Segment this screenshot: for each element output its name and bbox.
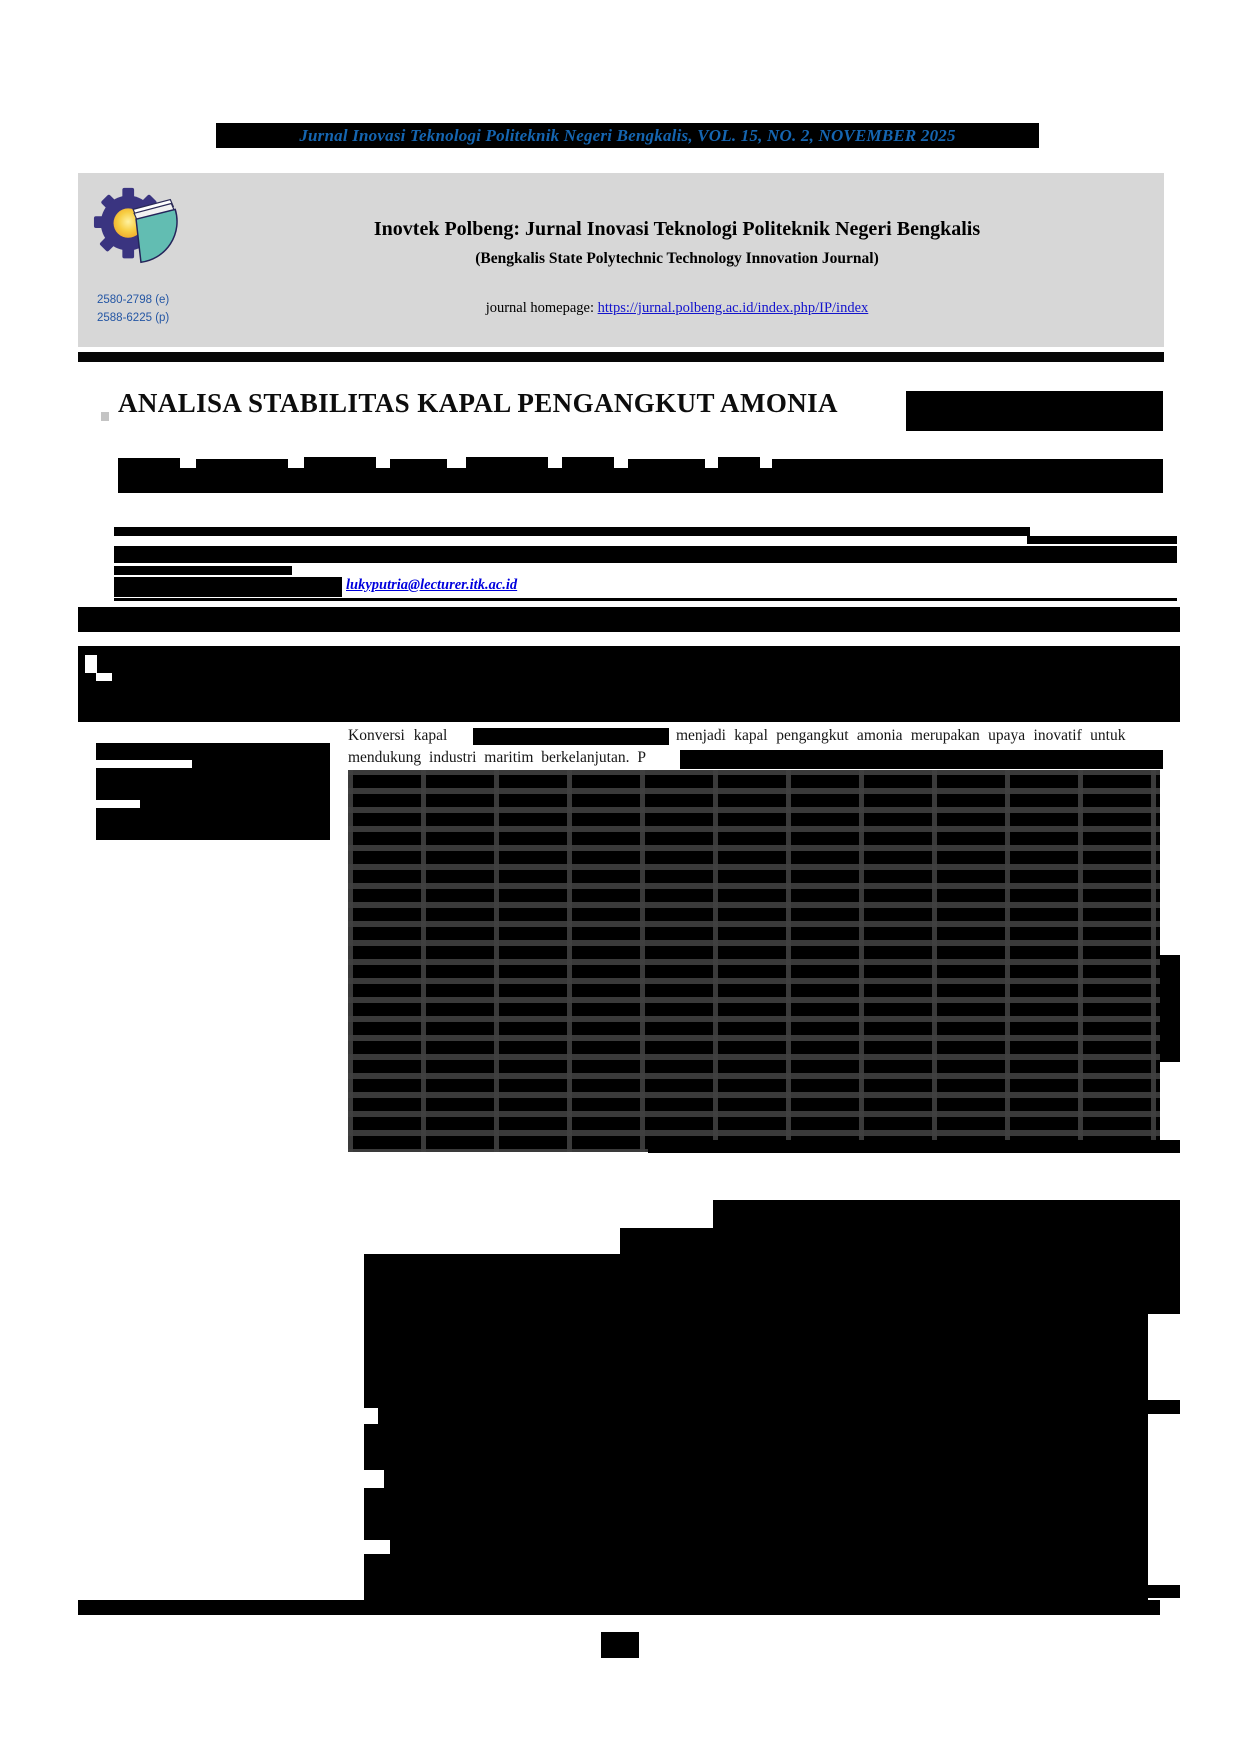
redaction-bar [601, 1632, 639, 1658]
redaction-bar [364, 1254, 1148, 1600]
redaction-bar [466, 457, 548, 468]
redaction-bar [118, 468, 1163, 493]
redaction-bar [304, 457, 376, 468]
redaction-bar [772, 459, 1163, 468]
journal-header-strip [216, 123, 1039, 148]
email-link[interactable]: lukyputria@lecturer.itk.ac.id [346, 577, 518, 593]
redaction-bar [114, 527, 1030, 536]
redaction-bar [96, 743, 330, 840]
redaction-bar [473, 728, 669, 745]
redaction-bar [562, 457, 614, 468]
redaction-bar [906, 391, 1163, 431]
redaction-gap [364, 1540, 390, 1554]
redacted-abstract-block [348, 770, 1160, 1152]
abstract-line1-end: menjadi kapal pengangkut amonia merupakan upaya inovatif untuk [676, 727, 1126, 744]
redaction-bar [114, 598, 1177, 601]
abstract-line1-start: Konversi kapal [348, 727, 448, 744]
redaction-bar [1160, 955, 1180, 1062]
redaction-bar [114, 546, 1177, 563]
journal-volume-line: Jurnal Inovasi Teknologi Politeknik Negeri Bengkalis, VOL. 15, NO. 2, NOVEMBER 2025 [299, 125, 956, 145]
issn-electronic: 2580-2798 (e) [97, 294, 170, 306]
journal-logo-gear-sun-book-icon [90, 180, 188, 274]
redaction-bar [114, 577, 342, 597]
homepage-link[interactable]: https://jurnal.polbeng.ac.id/index.php/IP/index [597, 300, 869, 316]
redaction-gap [96, 760, 192, 768]
redaction-bar [628, 459, 705, 468]
redaction-gap [96, 800, 140, 808]
journal-homepage-line [190, 300, 1164, 317]
corresponding-email-line [346, 577, 517, 594]
redaction-bar [680, 750, 1163, 769]
redaction-bar [78, 646, 1180, 722]
redaction-bar [718, 457, 760, 468]
redaction-bar [1148, 1400, 1180, 1414]
footnote-marker-artifact [101, 412, 109, 421]
redaction-bar [1148, 1585, 1180, 1598]
redaction-bar [1148, 1254, 1180, 1314]
abstract-line2: mendukung industri maritim berkelanjutan. P [348, 749, 646, 766]
redaction-bar [620, 1228, 1180, 1255]
journal-subtitle: (Bengkalis State Polytechnic Technology Innovation Journal) [475, 250, 879, 267]
redaction-bar [78, 1600, 1160, 1615]
redaction-bar [1027, 536, 1177, 544]
masthead-rule [78, 352, 1164, 362]
redaction-gap [96, 673, 112, 681]
article-title: ANALISA STABILITAS KAPAL PENGANGKUT AMONIA [118, 388, 838, 418]
redaction-bar [390, 459, 447, 468]
homepage-label: journal homepage: [485, 300, 598, 316]
redaction-gap [364, 1470, 384, 1488]
redaction-gap [364, 1408, 378, 1424]
redaction-bar [648, 1140, 1180, 1153]
redaction-bar [713, 1200, 1180, 1228]
redaction-gap [85, 655, 97, 673]
book-icon [133, 200, 177, 263]
redaction-bar [114, 566, 292, 575]
journal-title: Inovtek Polbeng: Jurnal Inovasi Teknologi Politeknik Negeri Bengkalis [373, 218, 981, 240]
redaction-bar [196, 459, 288, 468]
issn-print: 2588-6225 (p) [97, 311, 170, 324]
redaction-bar [78, 607, 1180, 632]
issn-block [97, 292, 169, 328]
